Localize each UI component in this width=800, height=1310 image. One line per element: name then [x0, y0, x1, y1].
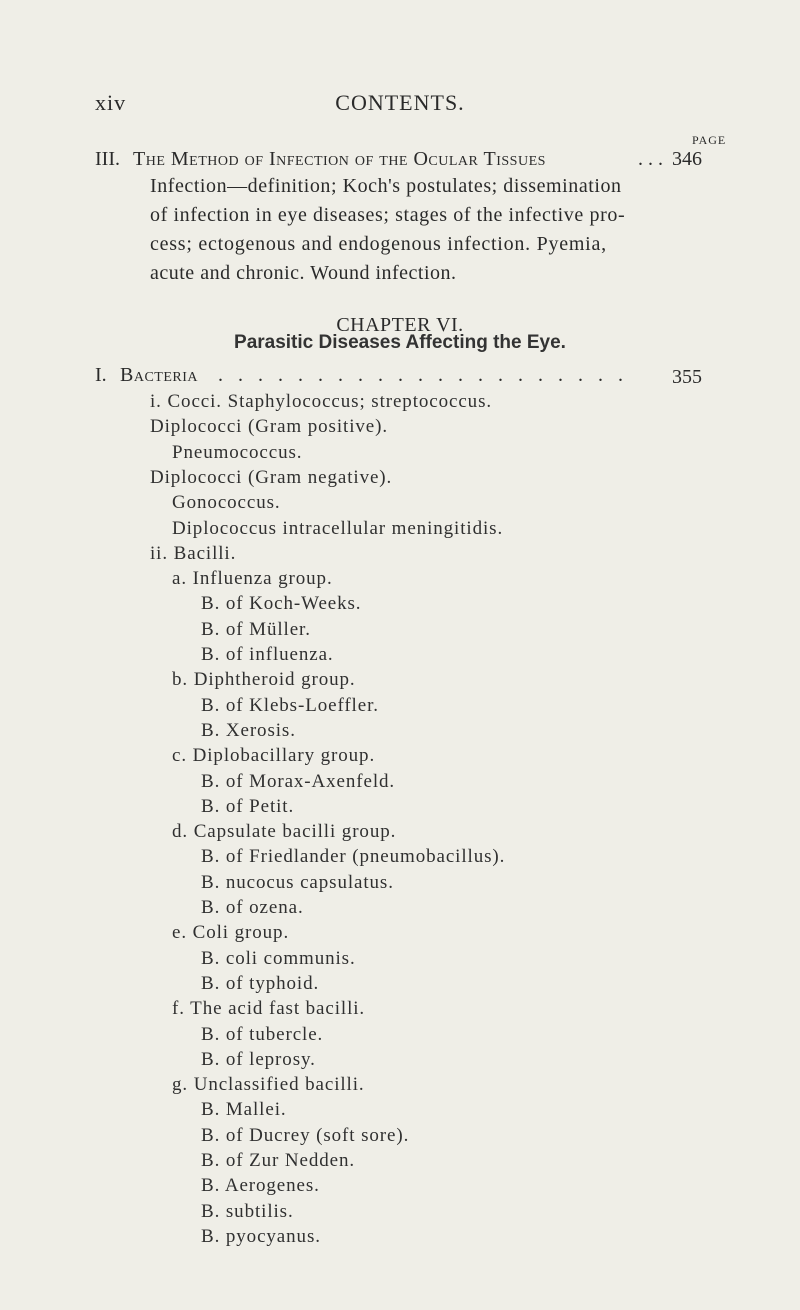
list-item: B. of typhoid.	[201, 972, 320, 994]
list-item: Gonococcus.	[172, 492, 281, 514]
list-item: d. Capsulate bacilli group.	[172, 821, 397, 843]
list-item: B. of Zur Nedden.	[201, 1150, 356, 1171]
section-3-numeral: III.	[95, 148, 120, 170]
list-item: B. of Koch-Weeks.	[201, 593, 362, 615]
list-item: b. Diphtheroid group.	[172, 669, 356, 691]
list-item: B. of ozena.	[201, 897, 304, 918]
list-item: B. of leprosy.	[201, 1048, 316, 1070]
section-1-numeral: I.	[95, 364, 107, 386]
list-item: Pneumococcus.	[172, 441, 303, 463]
page-column-label: PAGE	[692, 133, 727, 147]
list-item: B. Aerogenes.	[201, 1175, 320, 1197]
section-1-title: Bacteria	[120, 364, 199, 386]
section-3-leader-dots: . . .	[638, 148, 663, 170]
running-title: CONTENTS.	[335, 90, 465, 115]
section-1-page-number: 355	[672, 366, 702, 388]
list-item: B. pyocyanus.	[201, 1225, 321, 1247]
list-item: B. of Morax-Axenfeld.	[201, 770, 396, 792]
list-item: B. coli communis.	[201, 947, 356, 969]
list-item: B. nucocus capsulatus.	[201, 871, 394, 893]
list-item: e. Coli group.	[172, 922, 290, 944]
section-3-summary-line: Infection—definition; Koch's postulates; dissemination	[150, 175, 622, 197]
list-item: Diplococcus intracellular meningitidis.	[172, 517, 504, 539]
list-item: B. subtilis.	[201, 1200, 294, 1222]
list-item: B. of Ducrey (soft sore).	[201, 1124, 410, 1146]
list-item: B. of Friedlander (pneumobacillus).	[201, 846, 506, 868]
section-3-page-number: 346	[672, 148, 702, 170]
list-item: B. of Petit.	[201, 795, 295, 817]
list-item: Diplococci (Gram positive).	[150, 416, 388, 438]
list-item: i. Cocci. Staphylococcus; streptococcus.	[150, 391, 493, 412]
list-item: c. Diplobacillary group.	[172, 745, 376, 767]
list-item: Diplococci (Gram negative).	[150, 466, 393, 488]
chapter-heading: CHAPTER VI.	[336, 314, 464, 336]
list-item: B. of Müller.	[201, 618, 311, 640]
section-3-title: The Method of Infection of the Ocular Tissues	[133, 148, 546, 170]
page-folio: xiv	[95, 90, 127, 115]
list-item: ii. Bacilli.	[150, 542, 237, 564]
list-item: B. of tubercle.	[201, 1023, 324, 1045]
list-item: g. Unclassified bacilli.	[172, 1074, 365, 1096]
list-item: B. of Klebs-Loeffler.	[201, 694, 379, 716]
list-item: B. of influenza.	[201, 644, 334, 665]
section-3-summary-line: acute and chronic. Wound infection.	[150, 262, 457, 284]
list-item: B. Mallei.	[201, 1099, 287, 1121]
section-1-leader-dots: . . . . . . . . . . . . . . . . . . . . .	[218, 364, 628, 386]
section-3-summary-line: of infection in eye diseases; stages of the infective pro-	[150, 204, 626, 226]
list-item: B. Xerosis.	[201, 719, 296, 741]
chapter-title: Parasitic Diseases Affecting the Eye.	[234, 332, 566, 353]
list-item: a. Influenza group.	[172, 568, 333, 590]
list-item: f. The acid fast bacilli.	[172, 998, 366, 1020]
section-3-summary-line: cess; ectogenous and endogenous infection. Pyemia,	[150, 233, 607, 255]
